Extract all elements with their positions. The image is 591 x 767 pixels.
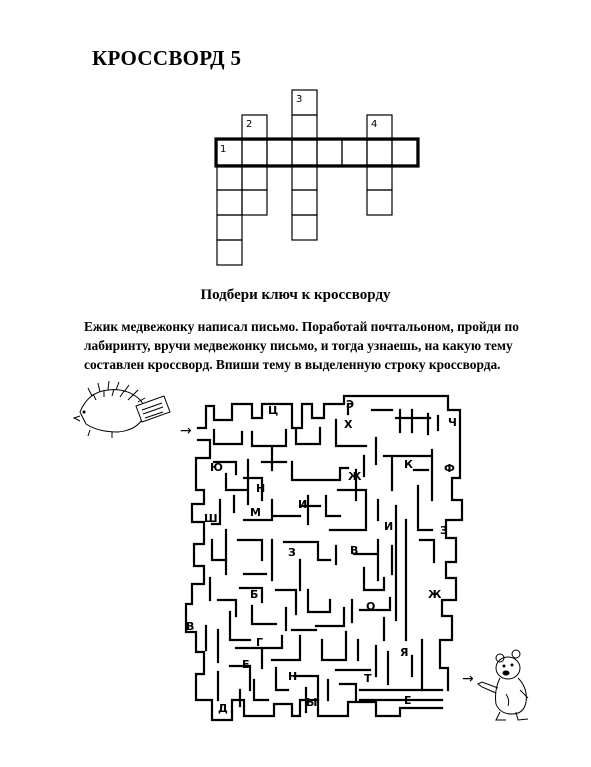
entry-arrow: → (180, 423, 192, 439)
maze-letter: Е (404, 694, 412, 707)
maze-letter: Ш (204, 512, 218, 525)
hedgehog-illustration (74, 381, 170, 438)
clue-number-3: 3 (296, 94, 303, 105)
bear-illustration (478, 650, 528, 720)
clue-number-2: 2 (246, 119, 253, 130)
maze-letter: Ц (268, 404, 279, 417)
maze-letter: Э (346, 398, 355, 411)
maze-letter: М (250, 506, 261, 519)
instructions-line: составлен кроссворд. Впиши тему в выделенную строку кроссворда. (84, 357, 501, 372)
page-title: КРОССВОРД 5 (92, 46, 242, 70)
instructions-line: Ежик медвежонку написал письмо. Поработай почтальоном, пройди по (84, 319, 519, 334)
instructions-line: лабиринту, вручи медвежонку письмо, и тогда узнаешь, на какую тему (84, 338, 513, 353)
maze-letter: К (404, 458, 413, 471)
maze-letter: И (298, 498, 308, 511)
maze-letter: З (440, 524, 448, 537)
maze-letter: Ф (444, 462, 455, 475)
exit-arrow: → (462, 671, 474, 687)
maze-letter: Н (288, 670, 298, 683)
maze-letter: Ч (448, 416, 457, 429)
section-subtitle: Подбери ключ к кроссворду (200, 287, 391, 303)
clue-number-4: 4 (371, 119, 378, 130)
maze-letter: Ю (210, 461, 223, 474)
maze-letter: О (366, 600, 376, 613)
maze-letter: Ж (428, 588, 442, 601)
maze-letter: В (186, 620, 195, 633)
maze-letter: Б (250, 588, 259, 601)
maze-letter: Я (400, 646, 409, 659)
maze-letter: Ж (348, 470, 362, 483)
clue-number-1: 1 (220, 144, 227, 155)
maze-letter: Д (218, 702, 228, 715)
maze-letter: Е (242, 658, 250, 671)
maze-letter: Х (344, 418, 353, 431)
maze-letter: З (288, 546, 296, 559)
maze-letter: Ы (306, 696, 318, 709)
maze-letter: Н (256, 482, 266, 495)
maze-letter: Т (364, 672, 372, 685)
maze-walls (186, 396, 462, 720)
maze-letter: В (350, 544, 359, 557)
maze-letter: И (384, 520, 394, 533)
maze-letter: Г (256, 636, 264, 649)
